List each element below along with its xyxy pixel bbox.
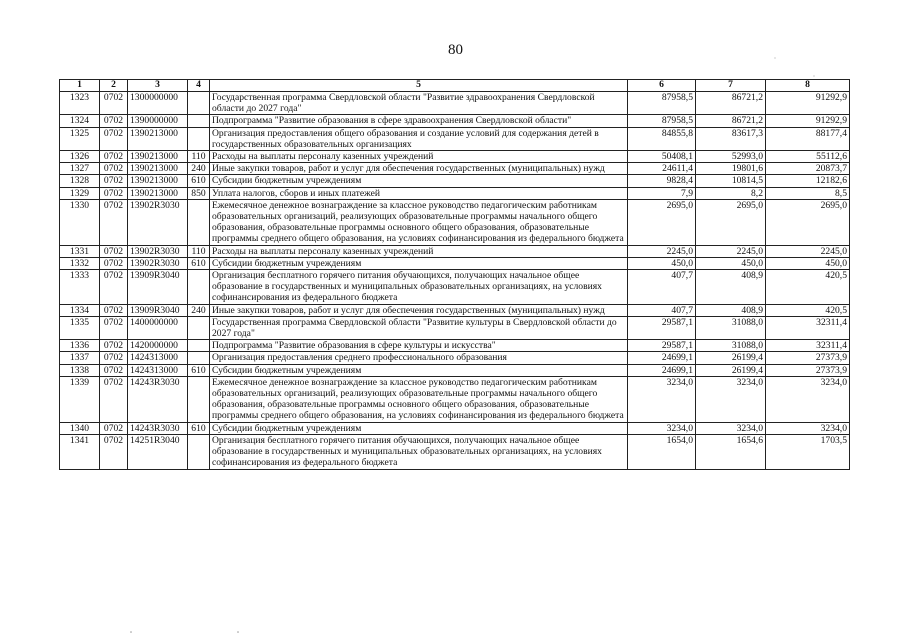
row-number-cell: 1333 xyxy=(60,270,100,305)
amount-col6-cell: 7,9 xyxy=(628,187,696,199)
amount-col8-cell: 12182,6 xyxy=(766,175,850,187)
target-article-cell: 1420000000 xyxy=(128,340,188,352)
amount-col6-cell: 407,7 xyxy=(628,270,696,305)
expense-type-cell: 110 xyxy=(188,151,210,163)
target-article-cell: 1390213000 xyxy=(128,151,188,163)
description-cell: Ежемесячное денежное вознаграждение за классное руководство педагогическим работникам образовательных организаций, реализующих образовательные программы начального общего образования, образовательные программы основного общего образования, образовательные программы среднего общего образования, на условиях софинансирования из федерального бюджета xyxy=(210,376,628,422)
expense-type-cell: 850 xyxy=(188,187,210,199)
row-number-cell: 1324 xyxy=(60,115,100,127)
section-code-cell: 0702 xyxy=(100,187,128,199)
scan-dot xyxy=(774,57,775,58)
target-article-cell: 13902R3030 xyxy=(128,199,188,245)
amount-col7-cell: 26199,4 xyxy=(696,364,766,376)
amount-col8-cell: 450,0 xyxy=(766,257,850,269)
target-article-cell: 1390000000 xyxy=(128,115,188,127)
column-header: 5 xyxy=(210,80,628,92)
amount-col7-cell: 10814,5 xyxy=(696,175,766,187)
amount-col6-cell: 29587,1 xyxy=(628,340,696,352)
section-code-cell: 0702 xyxy=(100,245,128,257)
row-number-cell: 1332 xyxy=(60,257,100,269)
expense-type-cell: 610 xyxy=(188,422,210,434)
column-header: 8 xyxy=(766,80,850,92)
section-code-cell: 0702 xyxy=(100,175,128,187)
page-number: 80 xyxy=(448,42,463,58)
amount-col7-cell: 1654,6 xyxy=(696,434,766,469)
expense-type-cell: 610 xyxy=(188,257,210,269)
target-article-cell: 1424313000 xyxy=(128,352,188,364)
section-code-cell: 0702 xyxy=(100,199,128,245)
amount-col8-cell: 20873,7 xyxy=(766,163,850,175)
amount-col7-cell: 31088,0 xyxy=(696,340,766,352)
section-code-cell: 0702 xyxy=(100,364,128,376)
amount-col8-cell: 3234,0 xyxy=(766,422,850,434)
amount-col8-cell: 27373,9 xyxy=(766,364,850,376)
amount-col6-cell: 2245,0 xyxy=(628,245,696,257)
amount-col7-cell: 52993,0 xyxy=(696,151,766,163)
section-code-cell: 0702 xyxy=(100,151,128,163)
amount-col8-cell: 88177,4 xyxy=(766,127,850,150)
row-number-cell: 1327 xyxy=(60,163,100,175)
amount-col7-cell: 86721,2 xyxy=(696,92,766,115)
row-number-cell: 1328 xyxy=(60,175,100,187)
amount-col6-cell: 50408,1 xyxy=(628,151,696,163)
column-header: 4 xyxy=(188,80,210,92)
row-number-cell: 1329 xyxy=(60,187,100,199)
amount-col8-cell: 1703,5 xyxy=(766,434,850,469)
description-cell: Организация бесплатного горячего питания обучающихся, получающих начальное общее образование в государственных и муниципальных образовательных организациях, на условиях софинансирования из федерального бюджета xyxy=(210,270,628,305)
amount-col8-cell: 3234,0 xyxy=(766,376,850,422)
row-number-cell: 1335 xyxy=(60,316,100,339)
amount-col8-cell: 8,5 xyxy=(766,187,850,199)
description-cell: Организация предоставления среднего профессионального образования xyxy=(210,352,628,364)
amount-col7-cell: 26199,4 xyxy=(696,352,766,364)
amount-col7-cell: 19801,6 xyxy=(696,163,766,175)
description-cell: Иные закупки товаров, работ и услуг для обеспечения государственных (муниципальных) нужд xyxy=(210,304,628,316)
row-number-cell: 1339 xyxy=(60,376,100,422)
amount-col6-cell: 24699,1 xyxy=(628,364,696,376)
expense-type-cell: 110 xyxy=(188,245,210,257)
description-cell: Организация бесплатного горячего питания обучающихся, получающих начальное общее образование в государственных и муниципальных образовательных организациях, на условиях софинансирования из федерального бюджета xyxy=(210,434,628,469)
description-cell: Субсидии бюджетным учреждениям xyxy=(210,364,628,376)
amount-col7-cell: 408,9 xyxy=(696,270,766,305)
target-article-cell: 1390213000 xyxy=(128,127,188,150)
column-header: 2 xyxy=(100,80,128,92)
amount-col6-cell: 450,0 xyxy=(628,257,696,269)
column-header: 3 xyxy=(128,80,188,92)
amount-col7-cell: 31088,0 xyxy=(696,316,766,339)
description-cell: Ежемесячное денежное вознаграждение за классное руководство педагогическим работникам образовательных организаций, реализующих образовательные программы начального общего образования, образовательные программы основного общего образования, образовательные программы среднего общего образования, на условиях софинансирования из федерального бюджета xyxy=(210,199,628,245)
target-article-cell: 13902R3030 xyxy=(128,245,188,257)
amount-col8-cell: 420,5 xyxy=(766,304,850,316)
section-code-cell: 0702 xyxy=(100,257,128,269)
section-code-cell: 0702 xyxy=(100,127,128,150)
amount-col7-cell: 86721,2 xyxy=(696,115,766,127)
amount-col7-cell: 3234,0 xyxy=(696,422,766,434)
description-cell: Субсидии бюджетным учреждениям xyxy=(210,175,628,187)
description-cell: Иные закупки товаров, работ и услуг для обеспечения государственных (муниципальных) нужд xyxy=(210,163,628,175)
section-code-cell: 0702 xyxy=(100,92,128,115)
amount-col8-cell: 2245,0 xyxy=(766,245,850,257)
column-header: 7 xyxy=(696,80,766,92)
scan-dot xyxy=(813,75,814,76)
column-header: 1 xyxy=(60,80,100,92)
amount-col6-cell: 3234,0 xyxy=(628,376,696,422)
expense-type-cell: 610 xyxy=(188,364,210,376)
description-cell: Уплата налогов, сборов и иных платежей xyxy=(210,187,628,199)
section-code-cell: 0702 xyxy=(100,352,128,364)
row-number-cell: 1330 xyxy=(60,199,100,245)
amount-col6-cell: 407,7 xyxy=(628,304,696,316)
amount-col8-cell: 91292,9 xyxy=(766,92,850,115)
target-article-cell: 13909R3040 xyxy=(128,304,188,316)
amount-col7-cell: 2695,0 xyxy=(696,199,766,245)
amount-col8-cell: 2695,0 xyxy=(766,199,850,245)
amount-col7-cell: 450,0 xyxy=(696,257,766,269)
description-cell: Субсидии бюджетным учреждениям xyxy=(210,257,628,269)
target-article-cell: 14251R3040 xyxy=(128,434,188,469)
scan-dot xyxy=(237,631,239,633)
row-number-cell: 1340 xyxy=(60,422,100,434)
row-number-cell: 1341 xyxy=(60,434,100,469)
section-code-cell: 0702 xyxy=(100,340,128,352)
amount-col6-cell: 24699,1 xyxy=(628,352,696,364)
row-number-cell: 1336 xyxy=(60,340,100,352)
description-cell: Государственная программа Свердловской области "Развитие здравоохранения Свердловской области до 2027 года" xyxy=(210,92,628,115)
section-code-cell: 0702 xyxy=(100,270,128,305)
row-number-cell: 1337 xyxy=(60,352,100,364)
target-article-cell: 14243R3030 xyxy=(128,376,188,422)
amount-col7-cell: 8,2 xyxy=(696,187,766,199)
section-code-cell: 0702 xyxy=(100,115,128,127)
row-number-cell: 1338 xyxy=(60,364,100,376)
target-article-cell: 1390213000 xyxy=(128,163,188,175)
amount-col7-cell: 2245,0 xyxy=(696,245,766,257)
description-cell: Расходы на выплаты персоналу казенных учреждений xyxy=(210,245,628,257)
amount-col6-cell: 24611,4 xyxy=(628,163,696,175)
row-number-cell: 1325 xyxy=(60,127,100,150)
description-cell: Подпрограмма "Развитие образования в сфере здравоохранения Свердловской области" xyxy=(210,115,628,127)
scan-dot xyxy=(130,631,132,633)
row-number-cell: 1331 xyxy=(60,245,100,257)
amount-col6-cell: 84855,8 xyxy=(628,127,696,150)
amount-col8-cell: 32311,4 xyxy=(766,340,850,352)
description-cell: Государственная программа Свердловской области "Развитие культуры в Свердловской области до 2027 года" xyxy=(210,316,628,339)
target-article-cell: 14243R3030 xyxy=(128,422,188,434)
target-article-cell: 1390213000 xyxy=(128,187,188,199)
amount-col6-cell: 1654,0 xyxy=(628,434,696,469)
target-article-cell: 1300000000 xyxy=(128,92,188,115)
expense-type-cell: 610 xyxy=(188,175,210,187)
target-article-cell: 1400000000 xyxy=(128,316,188,339)
section-code-cell: 0702 xyxy=(100,434,128,469)
section-code-cell: 0702 xyxy=(100,304,128,316)
section-code-cell: 0702 xyxy=(100,376,128,422)
amount-col8-cell: 27373,9 xyxy=(766,352,850,364)
section-code-cell: 0702 xyxy=(100,316,128,339)
amount-col6-cell: 9828,4 xyxy=(628,175,696,187)
amount-col6-cell: 29587,1 xyxy=(628,316,696,339)
row-number-cell: 1334 xyxy=(60,304,100,316)
row-number-cell: 1323 xyxy=(60,92,100,115)
description-cell: Расходы на выплаты персоналу казенных учреждений xyxy=(210,151,628,163)
amount-col8-cell: 55112,6 xyxy=(766,151,850,163)
description-cell: Организация предоставления общего образования и создание условий для содержания детей в государственных образовательных организациях xyxy=(210,127,628,150)
amount-col7-cell: 83617,3 xyxy=(696,127,766,150)
column-header: 6 xyxy=(628,80,696,92)
target-article-cell: 1390213000 xyxy=(128,175,188,187)
amount-col6-cell: 2695,0 xyxy=(628,199,696,245)
target-article-cell: 13909R3040 xyxy=(128,270,188,305)
row-number-cell: 1326 xyxy=(60,151,100,163)
amount-col7-cell: 3234,0 xyxy=(696,376,766,422)
amount-col6-cell: 3234,0 xyxy=(628,422,696,434)
amount-col8-cell: 32311,4 xyxy=(766,316,850,339)
amount-col7-cell: 408,9 xyxy=(696,304,766,316)
section-code-cell: 0702 xyxy=(100,422,128,434)
target-article-cell: 13902R3030 xyxy=(128,257,188,269)
target-article-cell: 1424313000 xyxy=(128,364,188,376)
expense-type-cell: 240 xyxy=(188,304,210,316)
section-code-cell: 0702 xyxy=(100,163,128,175)
amount-col6-cell: 87958,5 xyxy=(628,92,696,115)
amount-col8-cell: 91292,9 xyxy=(766,115,850,127)
amount-col6-cell: 87958,5 xyxy=(628,115,696,127)
description-cell: Подпрограмма "Развитие образования в сфере культуры и искусства" xyxy=(210,340,628,352)
expense-type-cell: 240 xyxy=(188,163,210,175)
description-cell: Субсидии бюджетным учреждениям xyxy=(210,422,628,434)
amount-col8-cell: 420,5 xyxy=(766,270,850,305)
